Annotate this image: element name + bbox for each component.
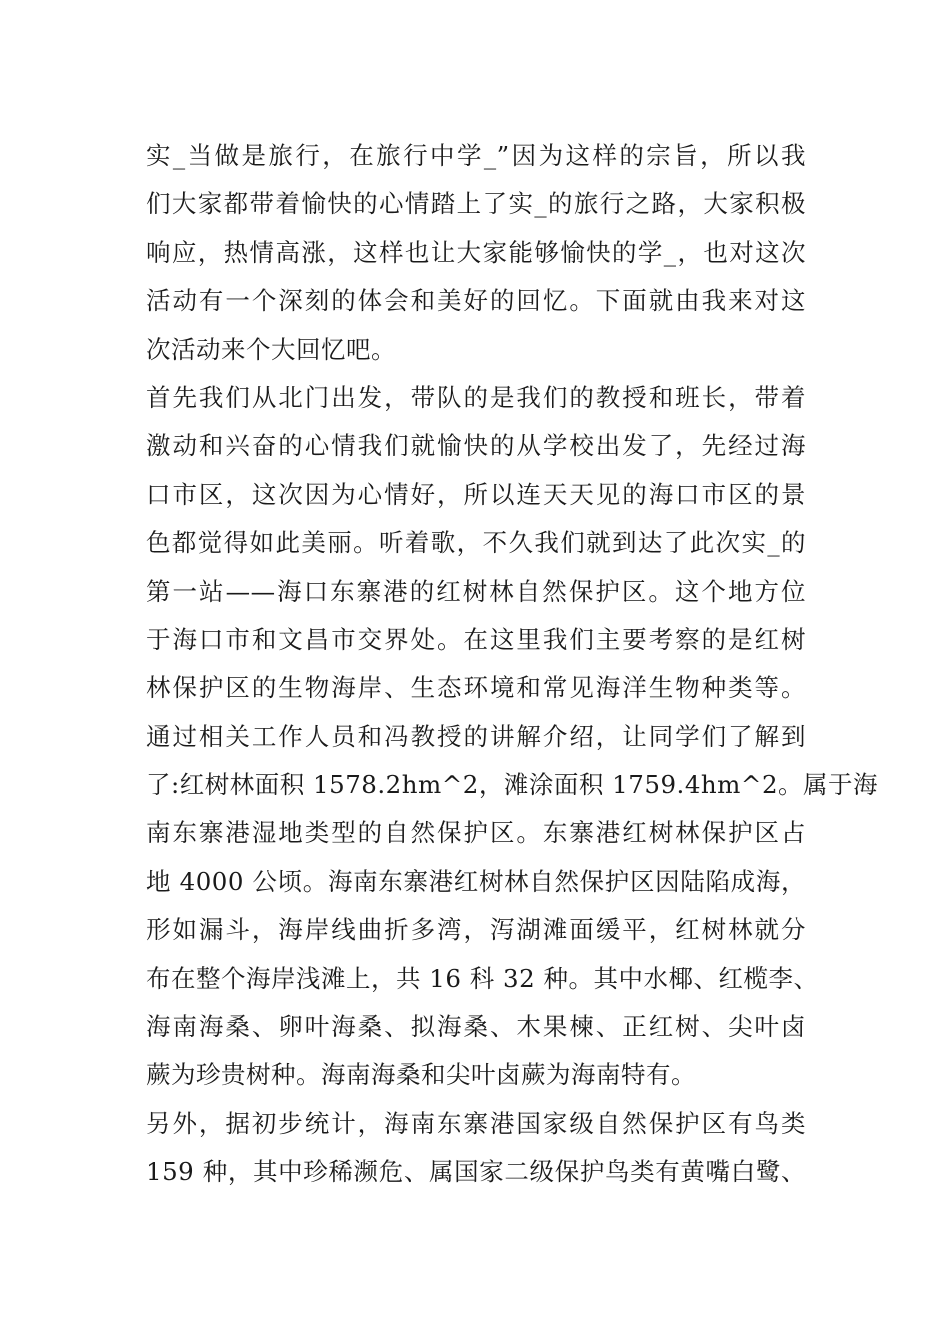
text-line: 南东寨港湿地类型的自然保护区。东寨港红树林保护区占: [146, 818, 806, 848]
document-body: [146, 132, 879, 1197]
text-line: 海南海桑、卵叶海桑、拟海桑、木果楝、正红树、尖叶卤: [146, 1012, 806, 1042]
text-line: 另外，据初步统计，海南东寨港国家级自然保护区有鸟类: [146, 1108, 806, 1138]
text-line: 蕨为珍贵树种。海南海桑和尖叶卤蕨为海南特有。: [146, 1060, 696, 1090]
text-line: 159 种，其中珍稀濒危、属国家二级保护鸟类有黄嘴白鹭、: [146, 1157, 806, 1187]
text-line: 于海口市和文昌市交界处。在这里我们主要考察的是红树: [146, 624, 806, 654]
text-line: 们大家都带着愉快的心情踏上了实_的旅行之路，大家积极: [146, 189, 806, 219]
text-line: 第一站——海口东寨港的红树林自然保护区。这个地方位: [146, 576, 806, 606]
text-line: 激动和兴奋的心情我们就愉快的从学校出发了，先经过海: [146, 431, 806, 461]
text-line: 次活动来个大回忆吧。: [146, 334, 396, 364]
text-line: 活动有一个深刻的体会和美好的回忆。下面就由我来对这: [146, 286, 806, 316]
text-line: 首先我们从北门出发，带队的是我们的教授和班长，带着: [146, 382, 806, 412]
text-line: 地 4000 公顷。海南东寨港红树林自然保护区因陆陷成海，: [146, 866, 806, 896]
text-line: 响应，热情高涨，这样也让大家能够愉快的学_，也对这次: [146, 237, 806, 267]
text-line: 通过相关工作人员和冯教授的讲解介绍，让同学们了解到: [146, 721, 806, 751]
text-line: 口市区，这次因为心情好，所以连天天见的海口市区的景: [146, 479, 806, 509]
text-line: 实_当做是旅行，在旅行中学_”因为这样的宗旨，所以我: [146, 141, 806, 170]
text-line: 形如漏斗，海岸线曲折多湾，泻湖滩面缓平，红树林就分: [146, 915, 806, 945]
text-line: 色都觉得如此美丽。听着歌，不久我们就到达了此次实_的: [146, 528, 806, 558]
text-line: 了:红树林面积 1578.2hm^2，滩涂面积 1759.4hm^2。属于海: [146, 770, 879, 800]
text-line: 林保护区的生物海岸、生态环境和常见海洋生物种类等。: [146, 673, 806, 703]
text-line: 布在整个海岸浅滩上，共 16 科 32 种。其中水椰、红榄李、: [146, 963, 819, 993]
